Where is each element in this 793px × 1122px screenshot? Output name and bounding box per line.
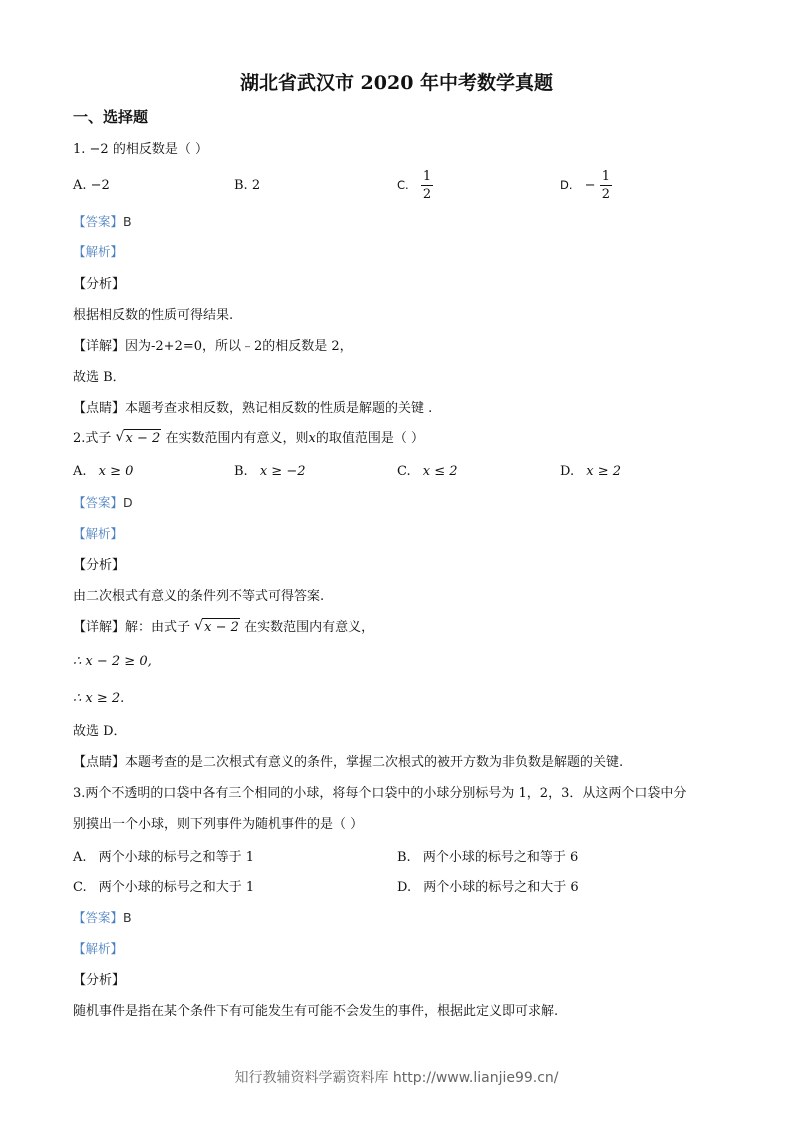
q2-variable: x <box>308 431 316 446</box>
q2-answer <box>73 497 133 510</box>
q2-stem <box>73 429 424 446</box>
q2-step-2: ∴ x ≥ 2. <box>73 691 125 706</box>
q2-analysis-tag: 【解析】 <box>73 526 124 541</box>
q1-fenxi-tag: 【分析】 <box>73 277 126 292</box>
q2-xiangjie <box>73 618 375 635</box>
option-label: D. <box>397 880 412 895</box>
q2-stem-suffix: 的取值范围是（ ） <box>315 431 424 446</box>
q1-option-b: B. 2 <box>234 178 261 193</box>
fraction-numerator: 1 <box>601 169 610 184</box>
answer-value: B <box>123 214 132 229</box>
q2-dianjing <box>73 756 623 769</box>
q1-option-d-label: D. <box>560 178 573 193</box>
q1-analysis-tag: 【解析】 <box>73 244 124 259</box>
q1-xiangjie <box>73 340 353 353</box>
radicand: x − 2 <box>204 620 239 635</box>
answer-tag: 【答案】 <box>73 214 124 229</box>
q3-option-b <box>397 851 578 864</box>
option-label: A. <box>73 850 87 865</box>
q1-option-d-fraction <box>600 170 612 201</box>
q2-choice-conclusion: 故选 D． <box>73 724 127 739</box>
dianjing-text: 本题考查的是二次根式有意义的条件，掌握二次根式的被开方数为非负数是解题的关键. <box>125 755 624 770</box>
option-label: B. <box>234 464 248 479</box>
q2-option-a <box>73 465 133 478</box>
q2-option-b <box>234 465 305 478</box>
q1-answer <box>73 216 132 229</box>
radical-sign-icon: √ <box>194 618 204 634</box>
q1-fenxi-text: 根据相反数的性质可得结果. <box>73 308 234 323</box>
q3-stem-line-2: 别摸出一个小球，则下列事件为随机事件的是（ ） <box>73 817 364 832</box>
q3-option-a <box>73 851 254 864</box>
q3-fenxi-text: 随机事件是指在某个条件下有可能发生有可能不会发生的事件，根据此定义即可求解. <box>73 1004 559 1019</box>
q1-option-c-fraction <box>421 170 433 201</box>
q2-stem-middle: 在实数范围内有意义，则 <box>165 431 309 446</box>
q2-fenxi-tag: 【分析】 <box>73 558 126 573</box>
q2-option-c <box>397 465 458 478</box>
xiangjie-tag: 【详解】 <box>73 339 126 354</box>
sqrt-expression <box>115 429 162 446</box>
q3-option-c <box>73 881 254 894</box>
q2-stem-prefix: 2.式子 <box>73 431 112 446</box>
xiangjie-text-suffix: 在实数范围内有意义， <box>244 620 375 635</box>
q3-analysis-tag: 【解析】 <box>73 941 124 956</box>
xiangjie-tag: 【详解】 <box>73 620 126 635</box>
sqrt-expression <box>194 618 240 635</box>
q1-dianjing <box>73 402 432 415</box>
option-label: B. <box>397 850 411 865</box>
q2-step-1: ∴ x − 2 ≥ 0, <box>73 654 152 669</box>
answer-tag: 【答案】 <box>73 910 124 925</box>
q1-stem: 1. −2 的相反数是（ ） <box>73 142 208 157</box>
q2-option-d <box>560 465 621 478</box>
section-heading: 一、选择题 <box>73 108 149 126</box>
q3-stem-line-1: 3.两个不透明的口袋中各有三个相同的小球，将每个口袋中的小球分别标号为 1，2，3．从这两个口袋中分 <box>73 786 687 801</box>
option-expression: x ≥ 2 <box>586 464 621 479</box>
fraction-denominator: 2 <box>422 186 432 202</box>
q1-option-a: A. −2 <box>73 178 110 193</box>
q3-answer <box>73 912 132 925</box>
answer-value: B <box>123 910 132 925</box>
fraction-denominator: 2 <box>601 186 610 202</box>
dianjing-tag: 【点睛】 <box>73 401 126 416</box>
q2-fenxi-text: 由二次根式有意义的条件列不等式可得答案. <box>73 589 325 604</box>
fraction-numerator: 1 <box>422 169 432 184</box>
option-text: 两个小球的标号之和大于 6 <box>423 880 579 895</box>
answer-value: D <box>123 495 133 510</box>
q1-choice-conclusion: 故选 B． <box>73 370 126 385</box>
radicand: x − 2 <box>125 431 161 446</box>
answer-tag: 【答案】 <box>73 495 124 510</box>
option-text: 两个小球的标号之和等于 6 <box>422 850 579 865</box>
radical-sign-icon: √ <box>115 429 125 445</box>
option-expression: x ≤ 2 <box>422 464 458 479</box>
option-label: C. <box>73 880 87 895</box>
dianjing-text: 本题考查求相反数，熟记相反数的性质是解题的关键 . <box>125 401 433 416</box>
q1-option-c-label: C. <box>397 178 409 193</box>
option-expression: x ≥ 0 <box>98 464 134 479</box>
q1-option-d-sign: − <box>584 178 596 194</box>
page-title: 湖北省武汉市 2020 年中考数学真题 <box>239 72 554 94</box>
xiangjie-text-prefix: 解：由式子 <box>125 620 191 635</box>
xiangjie-text: 因为-2+2=0，所以﹣2的相反数是 2， <box>125 339 353 354</box>
q3-option-d <box>397 881 579 894</box>
dianjing-tag: 【点睛】 <box>73 755 126 770</box>
q1-option-c <box>397 170 433 201</box>
option-label: C. <box>397 464 411 479</box>
option-label: D. <box>560 464 575 479</box>
q1-option-d <box>560 170 612 201</box>
option-text: 两个小球的标号之和等于 1 <box>98 850 255 865</box>
footer-watermark: 知行教辅资料学霸资料库 http://www.lianjie99.cn/ <box>234 1070 559 1086</box>
option-expression: x ≥ −2 <box>259 464 306 479</box>
option-label: A. <box>73 464 87 479</box>
option-text: 两个小球的标号之和大于 1 <box>98 880 255 895</box>
q3-fenxi-tag: 【分析】 <box>73 973 126 988</box>
